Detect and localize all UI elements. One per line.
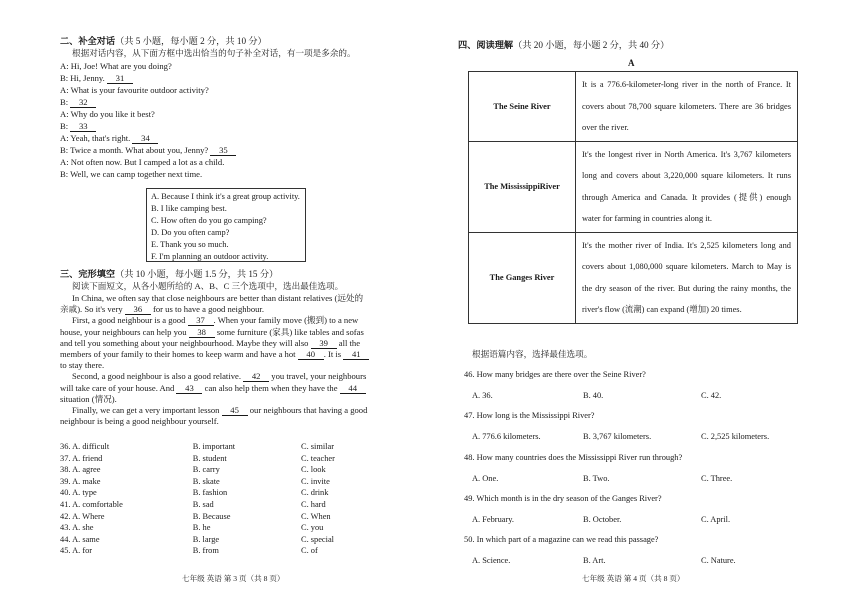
answer-blank: 41 xyxy=(343,349,369,360)
answer-blank: 44 xyxy=(340,383,366,394)
option-row: 38. A. agree B. carry C. look xyxy=(60,465,326,475)
dialogue-line: B: Well, we can camp together next time. xyxy=(60,169,203,179)
dialogue-line: A: Yeah, that's right. 34 xyxy=(60,133,158,144)
table-row xyxy=(469,141,798,232)
dialogue-line: B: 32 xyxy=(60,97,96,108)
option-item: E. Thank you so much. xyxy=(151,240,229,249)
dialogue-line: A: What is your favourite outdoor activity? xyxy=(60,85,209,95)
river-name: The MississippiRiver xyxy=(469,141,576,232)
answer-blank: 42 xyxy=(243,371,269,382)
answer-blank: 45 xyxy=(222,405,248,416)
option-row: 40. A. type B. fashion C. drink xyxy=(60,488,329,498)
option-row: 44. A. same B. large C. special xyxy=(60,534,335,544)
answer-blank: 39 xyxy=(311,338,337,349)
option-item: D. Do you often camp? xyxy=(151,228,230,237)
section3-title: 三、完形填空 xyxy=(60,269,116,279)
option-row: 45. A. for B. from C. of xyxy=(60,546,318,556)
question-options: A. 36. B. 40. C. 42. xyxy=(472,391,722,400)
section3-instruction: 阅读下面短文，从各小题所给的 A、B、C 三个选项中，选出最佳选项。 xyxy=(72,281,344,291)
dialogue-line: B: Hi, Jenny. 31 xyxy=(60,73,133,84)
dialogue-line: A: Hi, Joe! What are you doing? xyxy=(60,61,172,71)
answer-blank: 43 xyxy=(176,383,202,394)
dialogue-line: A: Why do you like it best? xyxy=(60,109,155,119)
dialogue-line: B: 33 xyxy=(60,121,96,132)
section2-heading xyxy=(60,36,267,47)
option-row: 42. A. Where B. Because C. When xyxy=(60,511,331,521)
question-50: 50. In which part of a magazine can we read this passage? xyxy=(464,535,659,544)
answer-blank: 33 xyxy=(70,121,96,132)
right-page xyxy=(458,0,808,608)
left-page xyxy=(60,0,418,608)
option-row: 39. A. make B. skate C. invite xyxy=(60,476,330,486)
question-47: 47. How long is the Mississippi River? xyxy=(464,411,595,420)
option-item: B. I like camping best. xyxy=(151,204,227,213)
answer-blank: 32 xyxy=(70,97,96,108)
river-description: It's the mother river of India. It's 2,525 kilometers long and covers about 1,080,000 square kilometers. March to May is the dry season of the river. But during the rainy months, the river's flow (流潮) can expand (增加) 20 times. xyxy=(576,232,798,323)
table-row xyxy=(469,232,798,323)
answer-blank: 35 xyxy=(210,145,236,156)
table-row xyxy=(469,72,798,142)
river-description: It's the longest river in North America. It's 3,767 kilometers long and covers about 3,220,000 square kilometers. It runs through America and Canada. It provides (提供) enough water for farming in countries along it. xyxy=(576,141,798,232)
question-46: 46. How many bridges are there over the Seine River? xyxy=(464,370,646,379)
cloze-passage: In China, we often say that close neighbours are better than distant relatives (远处的 亲戚). So it's very 36 for us to have a good neighbour. First, a good neighbour is a good 37 . When your family move (搬到) to a new house, your neighbours can help you 38 some furniture (家具) like tables and sofas and tell you something about your neighbourhood. Maybe they will also 39 all the members of your family to their homes to keep warm and have a hot 40 . It is 41 to stay there. Second, a good neighbour is also a good relative. 42 you travel, your neighbours will take care of your house. And 43 can also help them when they have the 44 situation (情况). Finally, we can get a very important lesson 45 our neighbours that having a good neighbour is being a good neighbour yourself. xyxy=(60,293,368,427)
river-description: It is a 776.6-kilometer-long river in the north of France. It covers about 78,700 square kilometers. There are 36 bridges over the river. xyxy=(576,72,798,142)
rivers-table xyxy=(468,71,798,324)
option-box xyxy=(146,188,306,262)
section4-title: 四、阅读理解 xyxy=(458,40,514,50)
section2-title: 二、补全对话 xyxy=(60,36,116,46)
answer-blank: 37 xyxy=(188,315,214,326)
question-49: 49. Which month is in the dry season of the Ganges River? xyxy=(464,494,662,503)
option-row: 37. A. friend B. student C. teacher xyxy=(60,453,335,463)
answer-blank: 34 xyxy=(132,133,158,144)
section4-meta: （共 20 小题，每小题 2 分，共 40 分） xyxy=(513,40,670,50)
river-name: The Ganges River xyxy=(469,232,576,323)
answer-blank: 36 xyxy=(125,304,151,315)
section2-meta: （共 5 小题，每小题 2 分，共 10 分） xyxy=(115,36,267,46)
section3-meta: （共 10 小题，每小题 1.5 分，共 15 分） xyxy=(115,269,279,279)
cloze-options xyxy=(60,441,360,557)
question-48: 48. How many countries does the Mississippi River run through? xyxy=(464,453,683,462)
section4-heading xyxy=(458,40,669,51)
section3-heading xyxy=(60,269,278,280)
answer-blank: 38 xyxy=(189,327,215,338)
dialogue-line: B: Twice a month. What about you, Jenny? 35 xyxy=(60,145,236,156)
option-row: 43. A. she B. he C. you xyxy=(60,523,324,533)
river-name: The Seine River xyxy=(469,72,576,142)
option-item: A. Because I think it's a great group activity. xyxy=(151,192,300,201)
section2-instruction: 根据对话内容，从下面方框中选出恰当的句子补全对话，有一项是多余的。 xyxy=(72,48,356,58)
question-options: A. 776.6 kilometers. B. 3,767 kilometers. C. 2,525 kilometers. xyxy=(472,432,770,441)
passage-letter: A xyxy=(628,58,635,68)
option-row: 41. A. comfortable B. sad C. hard xyxy=(60,499,326,509)
answer-blank: 40 xyxy=(298,349,324,360)
option-item: F. I'm planning an outdoor activity. xyxy=(151,252,269,261)
question-options: A. Science. B. Art. C. Nature. xyxy=(472,556,736,565)
option-item: C. How often do you go camping? xyxy=(151,216,267,225)
reading-instruction: 根据语篇内容，选择最佳选项。 xyxy=(472,349,593,359)
page-footer-right: 七年级 英语 第 4 页（共 8 页） xyxy=(582,574,685,583)
question-options: A. February. B. October. C. April. xyxy=(472,515,731,524)
dialogue-line: A: Not often now. But I camped a lot as a child. xyxy=(60,157,225,167)
page-footer-left: 七年级 英语 第 3 页（共 8 页） xyxy=(182,574,285,583)
option-row: 36. A. difficult B. important C. similar xyxy=(60,442,335,451)
question-options: A. One. B. Two. C. Three. xyxy=(472,474,733,483)
answer-blank: 31 xyxy=(107,73,133,84)
